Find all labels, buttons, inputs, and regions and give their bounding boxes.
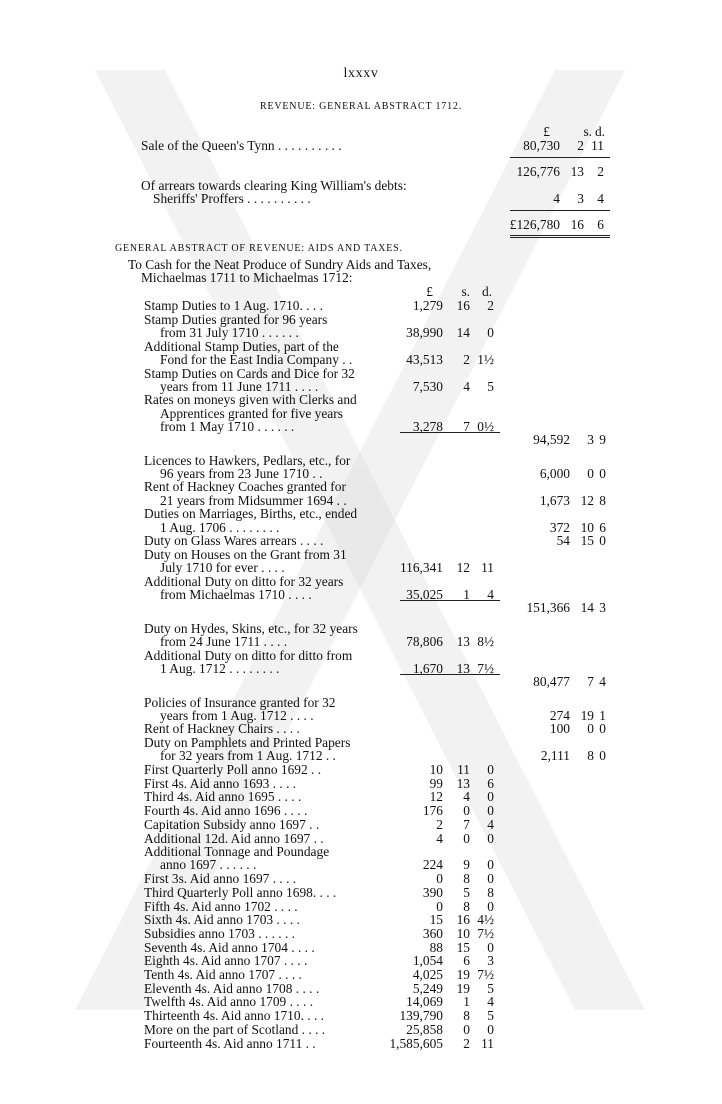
row-label: from 1 May 1710 . . . . . . bbox=[160, 418, 295, 434]
row-shillings: 13 bbox=[456, 775, 470, 791]
row-label: Eleventh 4s. Aid anno 1708 . . . . bbox=[144, 980, 320, 996]
section-heading: GENERAL ABSTRACT OF REVENUE: AIDS AND TAXES. bbox=[115, 243, 403, 254]
row-outer-pounds: 372 bbox=[549, 519, 570, 535]
row-label: Capitation Subsidy anno 1697 . . bbox=[144, 816, 320, 832]
row-label: Licences to Hawkers, Pedlars, etc., for bbox=[144, 452, 351, 468]
subtotal-pounds: 151,366 bbox=[526, 599, 570, 615]
row-label: First 3s. Aid anno 1697 . . . . bbox=[144, 871, 297, 887]
row-label: Duty on Houses on the Grant from 31 bbox=[144, 546, 347, 562]
row-pence: 11 bbox=[481, 1035, 494, 1051]
row-pence: 0 bbox=[487, 898, 494, 914]
row-outer-pence: 6 bbox=[599, 519, 606, 535]
row-shillings: 0 bbox=[463, 803, 470, 819]
subtotal-pounds: 94,592 bbox=[533, 431, 570, 447]
subtotal-pence: 4 bbox=[599, 673, 606, 689]
row-pence: 3 bbox=[487, 953, 494, 969]
total-shillings: 16 bbox=[570, 217, 584, 232]
subtotal-pounds: 80,477 bbox=[533, 673, 570, 689]
row-shillings: 8 bbox=[463, 1008, 470, 1024]
row-label: Additional Duty on ditto for ditto from bbox=[144, 647, 353, 663]
row-shillings: 12 bbox=[456, 560, 470, 576]
row-pence: 5 bbox=[487, 980, 494, 996]
row-outer-pence: 0 bbox=[599, 465, 606, 481]
row-pence: 0 bbox=[487, 939, 494, 955]
row-label: Stamp Duties to 1 Aug. 1710. . . . bbox=[144, 298, 323, 313]
row-shillings: 7 bbox=[463, 816, 470, 832]
row-pounds: 1,279 bbox=[412, 298, 443, 313]
row-label: Rent of Hackney Chairs . . . . bbox=[144, 721, 300, 737]
row-pence: 0 bbox=[487, 762, 494, 777]
row-label: Additional Duty on ditto for 32 years bbox=[144, 573, 344, 589]
row-label: Eighth 4s. Aid anno 1707 . . . . bbox=[144, 953, 308, 969]
row-shillings: 1 bbox=[463, 994, 470, 1010]
row-label: Additional Tonnage and Poundage bbox=[144, 844, 330, 860]
row-outer-pounds: 274 bbox=[549, 707, 570, 723]
row-label: Sixth 4s. Aid anno 1703 . . . . bbox=[144, 912, 300, 928]
row-outer-pounds: 54 bbox=[556, 533, 570, 549]
section-intro-line-1: To Cash for the Neat Produce of Sundry Aids and Taxes, bbox=[128, 257, 432, 272]
row-pence: 7½ bbox=[477, 925, 494, 941]
row-label: Duty on Pamphlets and Printed Papers bbox=[144, 735, 351, 751]
row-pounds: 35,025 bbox=[406, 587, 443, 602]
row-pounds: 5,249 bbox=[412, 980, 443, 996]
row-label: 1 Aug. 1712 . . . . . . . . bbox=[160, 660, 280, 676]
row-pence: 0 bbox=[487, 789, 494, 805]
row-shillings: 16 bbox=[456, 912, 470, 928]
section-intro-line-2: Michaelmas 1711 to Michaelmas 1712: bbox=[141, 270, 353, 285]
row-label: Seventh 4s. Aid anno 1704 . . . . bbox=[144, 939, 315, 955]
row-pence: 8 bbox=[487, 884, 494, 900]
row-label: from 24 June 1711 . . . . bbox=[160, 633, 288, 649]
row-outer-pounds: 1,673 bbox=[539, 492, 570, 508]
subtotal-rule bbox=[510, 157, 610, 158]
row-shillings: 5 bbox=[463, 884, 470, 900]
row-pounds: 224 bbox=[422, 857, 443, 873]
col-header-shillings: s. bbox=[583, 124, 592, 139]
row-label: Stamp Duties on Cards and Dice for 32 bbox=[144, 365, 355, 381]
row-label: More on the part of Scotland . . . . bbox=[144, 1021, 326, 1037]
row-label: Thirteenth 4s. Aid anno 1710. . . . bbox=[144, 1008, 325, 1024]
column-rule bbox=[400, 600, 500, 601]
col-header-pound: £ bbox=[543, 124, 550, 139]
row-label: years from 1 Aug. 1712 . . . . bbox=[160, 707, 314, 723]
row-outer-pounds: 6,000 bbox=[539, 465, 570, 481]
row-pounds: 1,054 bbox=[412, 953, 443, 969]
row-shillings: 7 bbox=[463, 418, 470, 434]
row-shillings: 2 bbox=[463, 1035, 470, 1051]
row-pence: 1½ bbox=[477, 351, 494, 367]
inner-col-header-pence: d. bbox=[481, 284, 492, 299]
row-shillings: 2 bbox=[463, 351, 470, 367]
row-pence: 0 bbox=[487, 857, 494, 873]
row-pounds: 7,530 bbox=[412, 378, 443, 394]
row-label: Third 4s. Aid anno 1695 . . . . bbox=[144, 789, 302, 805]
row-label: Additional 12d. Aid anno 1697 . . bbox=[144, 830, 324, 846]
row-pounds: 139,790 bbox=[399, 1008, 443, 1024]
column-rule bbox=[400, 674, 500, 675]
row-label: years from 11 June 1711 . . . . bbox=[160, 378, 319, 394]
row-pence: 0 bbox=[487, 830, 494, 846]
row-pounds: 4,025 bbox=[412, 967, 443, 982]
row-pounds: 38,990 bbox=[406, 324, 443, 340]
row-shillings: 19 bbox=[456, 980, 470, 996]
row-shillings: 16 bbox=[456, 298, 470, 313]
row-pounds: 360 bbox=[422, 925, 443, 941]
row-pence: 4½ bbox=[477, 912, 494, 928]
row-shillings: 4 bbox=[463, 789, 470, 805]
row-pence: 4 bbox=[487, 816, 494, 832]
row-pence: 7½ bbox=[477, 660, 494, 676]
column-rule bbox=[400, 432, 500, 433]
row-label: Rent of Hackney Coaches granted for bbox=[144, 479, 346, 495]
row-label: Additional Stamp Duties, part of the bbox=[144, 338, 339, 354]
row-outer-pounds: 100 bbox=[549, 721, 570, 737]
row-pounds: 78,806 bbox=[406, 633, 443, 649]
col-header-pence: d. bbox=[594, 124, 605, 139]
row-label: Fourteenth 4s. Aid anno 1711 . . bbox=[144, 1035, 316, 1051]
row-shillings: 13 bbox=[456, 633, 470, 649]
row-outer-shillings: 19 bbox=[580, 707, 594, 723]
subtotal-pence: 9 bbox=[599, 431, 606, 447]
row-shillings: 6 bbox=[463, 953, 470, 969]
row-pounds: 15 bbox=[429, 912, 443, 928]
row-pence: 11 bbox=[481, 560, 494, 576]
inner-col-header-pound: £ bbox=[426, 284, 433, 299]
row-outer-pounds: 2,111 bbox=[540, 748, 570, 764]
row-pence: 5 bbox=[487, 1008, 494, 1024]
row-label: from 31 July 1710 . . . . . . bbox=[160, 324, 299, 340]
row-shillings: 4 bbox=[463, 378, 470, 394]
row-shillings: 15 bbox=[456, 939, 470, 955]
row-outer-shillings: 0 bbox=[587, 465, 594, 481]
row-pounds: 88 bbox=[429, 939, 443, 955]
row-pence: 7½ bbox=[477, 967, 494, 982]
subtotal-shillings: 7 bbox=[587, 673, 594, 689]
row-label: 96 years from 23 June 1710 . . bbox=[160, 465, 323, 481]
row-outer-shillings: 12 bbox=[580, 492, 594, 508]
row-shillings: 1 bbox=[463, 587, 470, 602]
row-outer-pence: 0 bbox=[599, 533, 606, 549]
queens-tynn-pence: 11 bbox=[591, 138, 604, 153]
row-pence: 8½ bbox=[477, 633, 494, 649]
row-pounds: 176 bbox=[422, 803, 443, 819]
row-shillings: 8 bbox=[463, 898, 470, 914]
row-shillings: 0 bbox=[463, 830, 470, 846]
row-label: Duty on Hydes, Skins, etc., for 32 years bbox=[144, 620, 358, 636]
row-outer-pence: 8 bbox=[599, 492, 606, 508]
page-number: lxxxv bbox=[343, 66, 379, 81]
row-pounds: 2 bbox=[436, 816, 443, 832]
subtotal-shillings: 13 bbox=[570, 164, 584, 179]
total-rule bbox=[510, 210, 610, 211]
row-label: First 4s. Aid anno 1693 . . . . bbox=[144, 775, 297, 791]
inner-col-header-shillings: s. bbox=[461, 284, 470, 299]
row-pence: 0 bbox=[487, 803, 494, 819]
row-label: Third Quarterly Poll anno 1698. . . . bbox=[144, 884, 337, 900]
row-pounds: 12 bbox=[429, 789, 443, 805]
row-pounds: 1,670 bbox=[412, 660, 443, 676]
arrears-line-1: Of arrears towards clearing King William's debts: bbox=[141, 178, 407, 193]
row-label: Fourth 4s. Aid anno 1696 . . . . bbox=[144, 803, 308, 819]
row-label: for 32 years from 1 Aug. 1712 . . bbox=[160, 748, 336, 764]
row-pence: 0 bbox=[487, 324, 494, 340]
row-outer-shillings: 15 bbox=[580, 533, 594, 549]
running-head: REVENUE: GENERAL ABSTRACT 1712. bbox=[259, 101, 463, 112]
queens-tynn-shillings: 2 bbox=[577, 138, 584, 153]
row-outer-shillings: 0 bbox=[587, 721, 594, 737]
subtotal-pounds: 126,776 bbox=[516, 164, 560, 179]
row-outer-shillings: 10 bbox=[580, 519, 594, 535]
row-pounds: 390 bbox=[422, 884, 443, 900]
row-label: from Michaelmas 1710 . . . . bbox=[160, 587, 312, 602]
row-outer-pence: 0 bbox=[599, 721, 606, 737]
row-pence: 6 bbox=[487, 775, 494, 791]
row-label: Policies of Insurance granted for 32 bbox=[144, 694, 336, 710]
row-pounds: 14,069 bbox=[406, 994, 443, 1010]
row-outer-pence: 0 bbox=[599, 748, 606, 764]
row-pounds: 3,278 bbox=[412, 418, 443, 434]
row-label: Duties on Marriages, Births, etc., ended bbox=[144, 506, 358, 522]
row-pence: 5 bbox=[487, 378, 494, 394]
row-shillings: 0 bbox=[463, 1021, 470, 1037]
row-pounds: 1,585,605 bbox=[389, 1035, 443, 1051]
row-label: Rates on moneys given with Clerks and bbox=[144, 392, 357, 408]
row-pence: 0 bbox=[487, 871, 494, 887]
arrears-pence: 4 bbox=[597, 191, 604, 206]
row-pounds: 99 bbox=[429, 775, 443, 791]
row-label: 1 Aug. 1706 . . . . . . . . bbox=[160, 519, 280, 535]
row-shillings: 11 bbox=[457, 762, 470, 777]
row-label: Fond for the East India Company . . bbox=[160, 351, 353, 367]
row-pounds: 116,341 bbox=[399, 560, 443, 576]
subtotal-shillings: 3 bbox=[587, 431, 594, 447]
row-shillings: 13 bbox=[456, 660, 470, 676]
queens-tynn-pounds: 80,730 bbox=[523, 138, 560, 153]
arrears-line-2: Sheriffs' Proffers . . . . . . . . . . bbox=[153, 191, 311, 206]
row-shillings: 9 bbox=[463, 857, 470, 873]
row-shillings: 14 bbox=[456, 324, 470, 340]
row-label: Twelfth 4s. Aid anno 1709 . . . . bbox=[144, 994, 314, 1010]
row-shillings: 8 bbox=[463, 871, 470, 887]
row-pounds: 0 bbox=[436, 898, 443, 914]
subtotal-pence: 2 bbox=[597, 164, 604, 179]
row-shillings: 19 bbox=[456, 967, 470, 982]
row-pence: 0 bbox=[487, 1021, 494, 1037]
row-shillings: 10 bbox=[456, 925, 470, 941]
row-label: Fifth 4s. Aid anno 1702 . . . . bbox=[144, 898, 298, 914]
row-pence: 4 bbox=[487, 994, 494, 1010]
row-label: Apprentices granted for five years bbox=[160, 405, 343, 421]
queens-tynn-label: Sale of the Queen's Tynn . . . . . . . . . . bbox=[141, 138, 342, 153]
row-label: Tenth 4s. Aid anno 1707 . . . . bbox=[144, 967, 302, 982]
row-pounds: 4 bbox=[436, 830, 443, 846]
row-label: July 1710 for ever . . . . bbox=[160, 560, 285, 576]
row-pounds: 0 bbox=[436, 871, 443, 887]
subtotal-shillings: 14 bbox=[580, 599, 594, 615]
row-pounds: 25,858 bbox=[406, 1021, 443, 1037]
row-pence: 4 bbox=[487, 587, 494, 602]
row-outer-shillings: 8 bbox=[587, 748, 594, 764]
subtotal-pence: 3 bbox=[599, 599, 606, 615]
row-label: Duty on Glass Wares arrears . . . . bbox=[144, 533, 324, 549]
total-pounds: £126,780 bbox=[509, 217, 560, 232]
total-double-rule bbox=[510, 235, 610, 241]
arrears-pounds: 4 bbox=[553, 191, 560, 206]
row-pounds: 10 bbox=[429, 762, 443, 777]
row-pence: 0½ bbox=[477, 418, 494, 434]
row-pence: 2 bbox=[487, 298, 494, 313]
row-label: Stamp Duties granted for 96 years bbox=[144, 311, 328, 327]
arrears-shillings: 3 bbox=[577, 191, 584, 206]
total-pence: 6 bbox=[597, 217, 604, 232]
row-label: First Quarterly Poll anno 1692 . . bbox=[144, 762, 322, 777]
row-pounds: 43,513 bbox=[406, 351, 443, 367]
row-label: anno 1697 . . . . . . bbox=[160, 857, 257, 873]
row-label: Subsidies anno 1703 . . . . . . bbox=[144, 925, 296, 941]
row-label: 21 years from Midsummer 1694 . . bbox=[160, 492, 347, 508]
row-outer-pence: 1 bbox=[599, 707, 606, 723]
